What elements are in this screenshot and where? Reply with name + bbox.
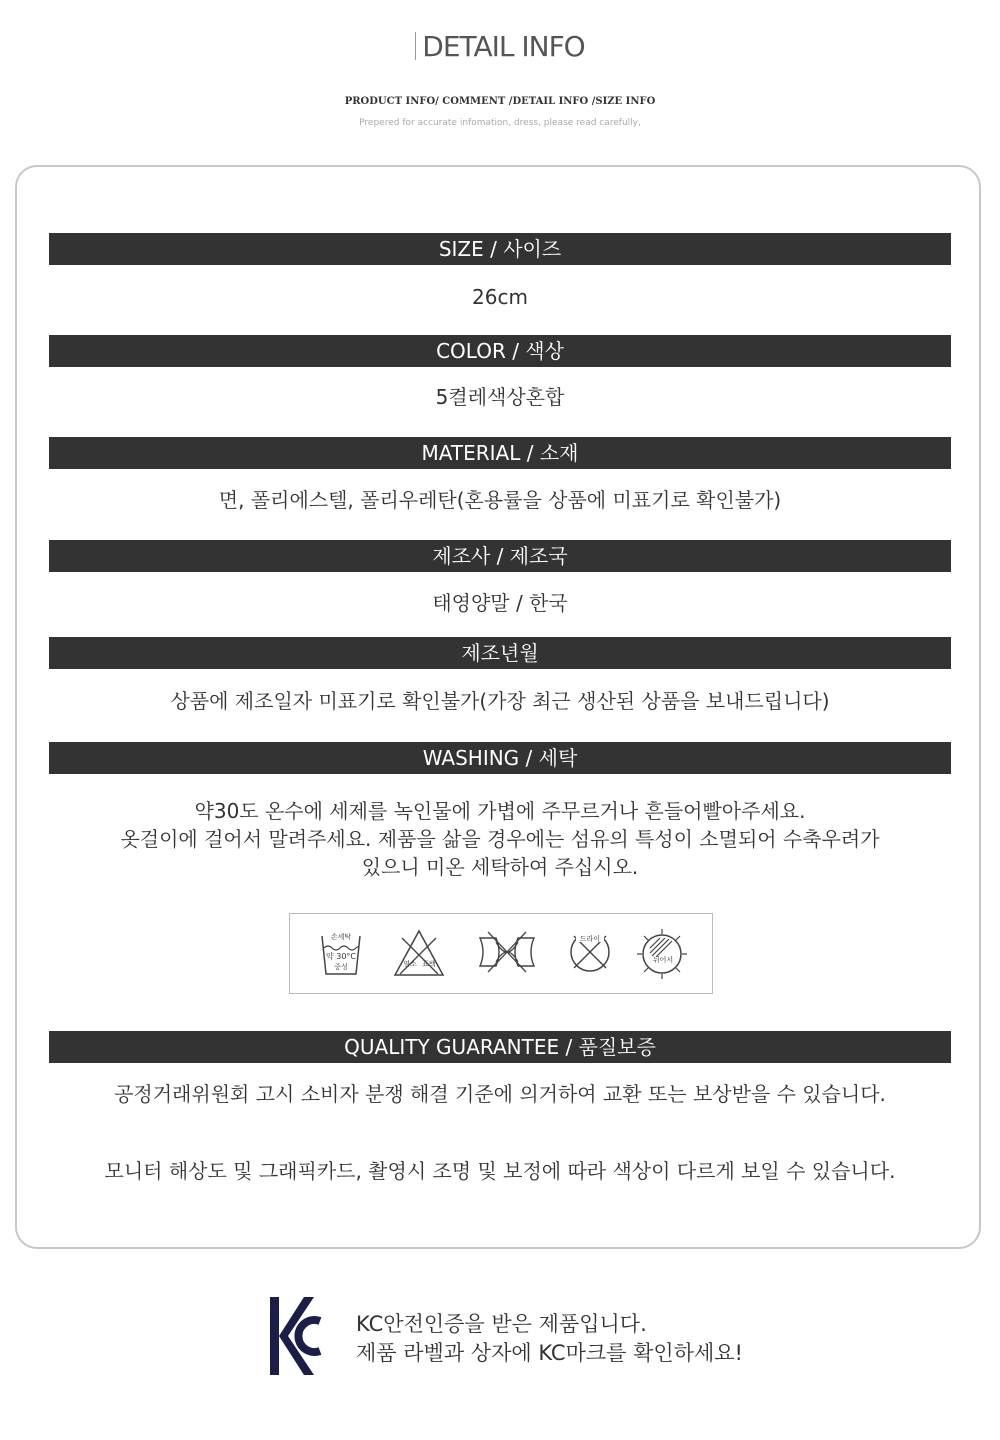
quality-line-1: 공정거래위원회 고시 소비자 분쟁 해결 기준에 의거하여 교환 또는 보상받을 수 있습니다. bbox=[114, 1082, 886, 1106]
no-wring-icon bbox=[476, 928, 538, 976]
kc-line-1: KC안전인증을 받은 제품입니다. bbox=[356, 1312, 647, 1336]
material-value: 면, 폴리에스텔, 폴리우레탄(혼용률을 상품에 미표기로 확인불가) bbox=[218, 488, 782, 512]
size-header: SIZE / 사이즈 bbox=[49, 233, 951, 265]
handwash-bottom-label: 중성 bbox=[334, 963, 348, 971]
washing-line: 옷걸이에 걸어서 말려주세요. 제품을 삶을 경우에는 섬유의 특성이 소멸되어 수축우려가 bbox=[120, 827, 880, 851]
color-value: 5켤레색상혼합 bbox=[435, 385, 565, 409]
handwash-temp-label: 약 30°C bbox=[325, 952, 357, 961]
hand-wash-30-icon bbox=[318, 928, 364, 980]
color-header: COLOR / 색상 bbox=[49, 335, 951, 367]
size-value: 26cm bbox=[472, 285, 528, 309]
material-header: MATERIAL / 소재 bbox=[49, 437, 951, 469]
washing-line: 있으니 미온 세탁하여 주십시오. bbox=[361, 855, 639, 879]
quality-line-2: 모니터 해상도 및 그래픽카드, 촬영시 조명 및 보정에 따라 색상이 다르게 보일 수 있습니다. bbox=[104, 1159, 896, 1183]
kc-line-2: 제품 라벨과 상자에 KC마크를 확인하세요! bbox=[356, 1341, 743, 1365]
title-divider bbox=[415, 32, 416, 60]
washing-text bbox=[49, 797, 951, 881]
handwash-top-label: 손세탁 bbox=[330, 933, 352, 941]
no-dry-clean-icon bbox=[566, 928, 614, 976]
date-header: 제조년월 bbox=[49, 637, 951, 669]
section-nav: PRODUCT INFO/ COMMENT /DETAIL INFO /SIZE INFO bbox=[344, 96, 656, 107]
care-icons-box bbox=[289, 913, 713, 994]
maker-value: 태영양말 / 한국 bbox=[432, 591, 568, 615]
washing-header: WASHING / 세탁 bbox=[49, 742, 951, 774]
dry-flat-shade-icon bbox=[636, 928, 688, 980]
maker-header: 제조사 / 제조국 bbox=[49, 540, 951, 572]
page-title-text: DETAIL INFO bbox=[422, 30, 585, 63]
kc-notice bbox=[356, 1310, 743, 1368]
no-bleach-icon bbox=[392, 928, 446, 978]
washing-line: 약30도 온수에 세제를 녹인물에 가볍에 주무르거나 흔들어빨아주세요. bbox=[194, 799, 806, 823]
shade-label: 뉘어서 bbox=[652, 956, 674, 964]
header-note: Prepered for accurate infomation, dress, please read carefully, bbox=[359, 118, 641, 128]
kc-mark-logo bbox=[268, 1295, 324, 1377]
page-title bbox=[0, 30, 1000, 63]
bleach-left-label: 염소 bbox=[403, 960, 417, 968]
dry-label: 드라이 bbox=[579, 935, 601, 943]
date-value: 상품에 제조일자 미표기로 확인불가(가장 최근 생산된 상품을 보내드립니다) bbox=[170, 689, 830, 713]
bleach-right-label: 표백 bbox=[422, 960, 436, 968]
quality-header: QUALITY GUARANTEE / 품질보증 bbox=[49, 1031, 951, 1063]
